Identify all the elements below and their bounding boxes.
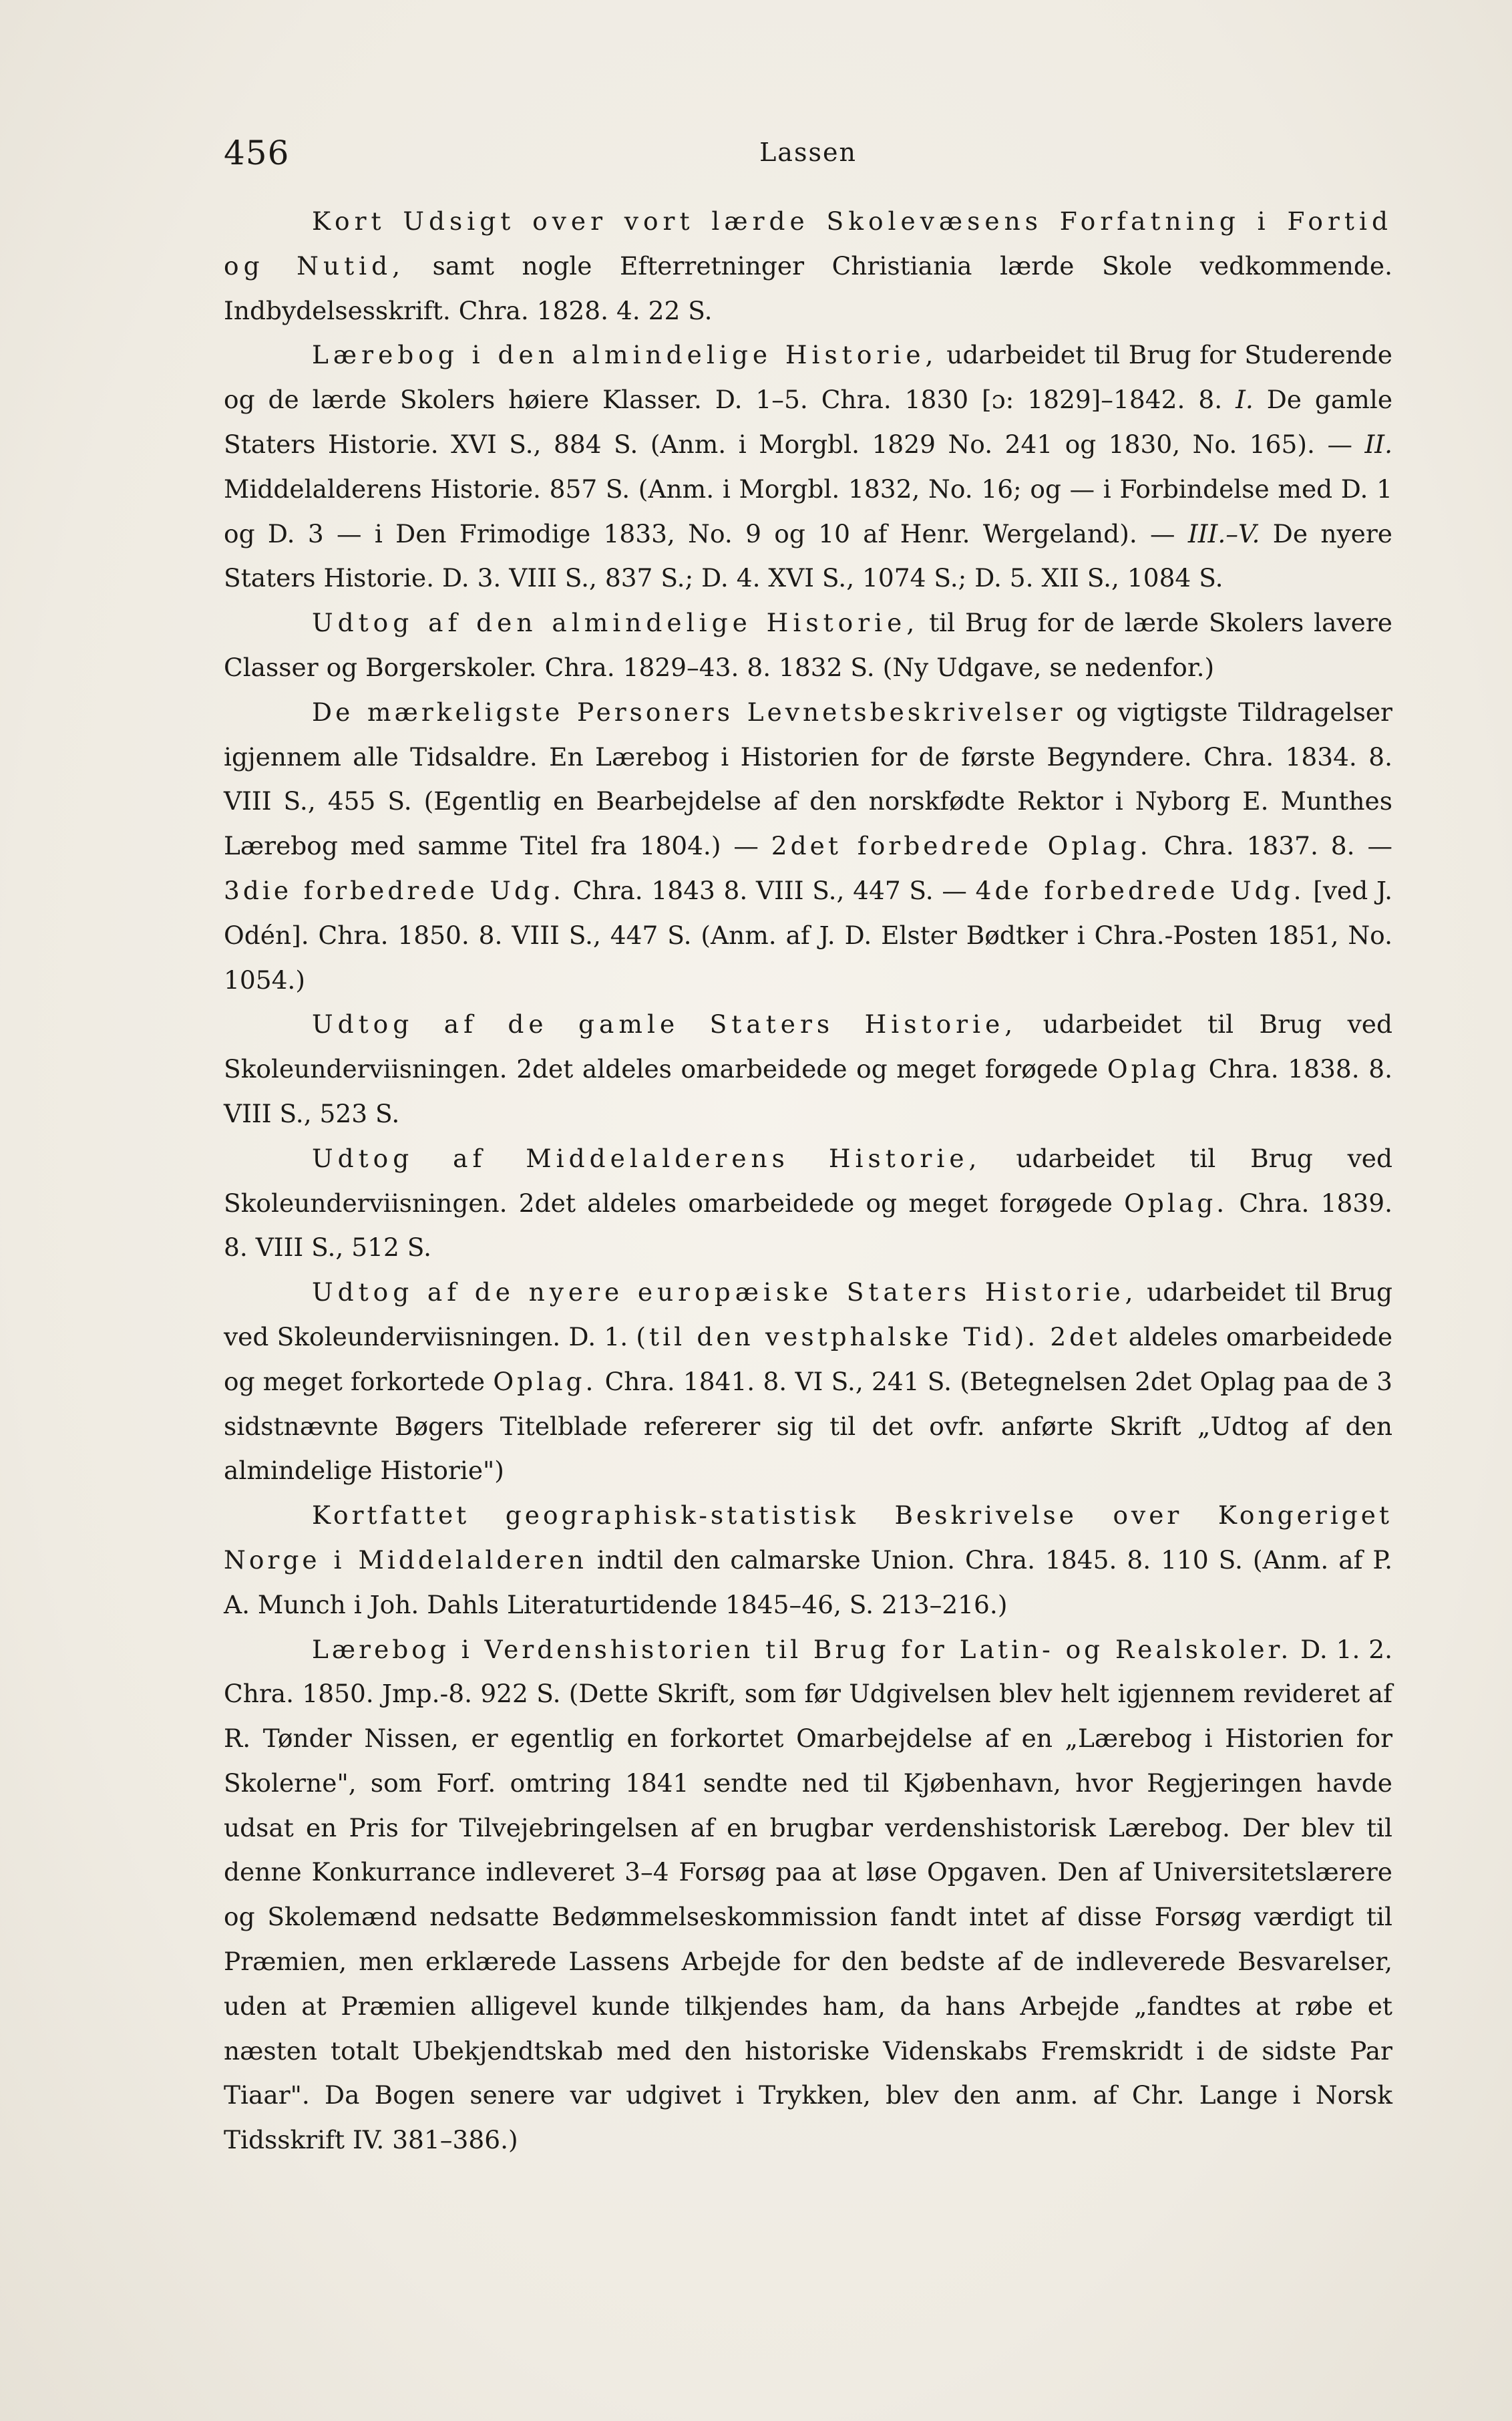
entry-title: Lærebog i den almindelige Historie, bbox=[312, 340, 938, 370]
entry-title: Kort Udsigt over vort lærde Skolevæsens Forfatning i Fortid og Nutid, bbox=[224, 206, 1392, 281]
entry-title: Lærebog i Verdenshistorien til Brug for Latin- og Realskoler. bbox=[312, 1634, 1292, 1664]
entry-title: Kortfattet geographisk-statistisk Beskrivelse over Kongeriget Norge i Middelalderen bbox=[224, 1500, 1392, 1575]
entry-text: De gamle Staters Historie. XVI S., 884 S. (Anm. i Morgbl. 1829 No. 241 og 1830, No. 165). — bbox=[224, 385, 1393, 459]
volume-numeral: II. bbox=[1364, 429, 1392, 459]
entry-title: Udtog af de nyere europæiske Staters Historie, bbox=[312, 1277, 1138, 1307]
bibliography-entry bbox=[224, 1493, 1392, 1627]
entry-text: til Brug for de lærde Skolers lavere Classer og Borgerskoler. Chra. 1829–43. 8. 1832 S. (Ny Udgave, se nedenfor.) bbox=[224, 608, 1392, 682]
entry-text: Chra. 1837. 8. — bbox=[1151, 831, 1392, 861]
bibliography-body bbox=[224, 199, 1392, 2162]
entry-text: aldeles omarbeidede og meget forkortede bbox=[224, 1321, 1393, 1396]
edition-label: 3die forbedrede Udg. bbox=[224, 875, 564, 905]
edition-label: 2det forbedrede Oplag. bbox=[771, 831, 1151, 861]
entry-text: Chra. 1838. 8. VIII S., 523 S. bbox=[224, 1054, 1392, 1128]
entry-text: D. 1. 2. Chra. 1850. Jmp.-8. 922 S. (Dette Skrift, som før Udgivelsen blev helt igjennem revideret af R. Tønder Nissen, er egentlig en forkortet Omarbejdelse af en „Lærebog i Historien for Skolerne", som Forf. omtring 1841 sendte ned til Kjøbenhavn, hvor Regjeringen havde udsat en Pris for Tilvejebringelsen af en brugbar verdenshistorisk Lærebog. Der blev til denne Konkurrance indleveret 3–4 Forsøg paa at løse Opgaven. Den af Universitetslærere og Skolemænd nedsatte Bedømmelseskommission fandt intet af disse Forsøg værdigt til Præmien, men erklærede Lassens Arbejde for den bedste af de indleverede Besvarelser, uden at Præmien alligevel kunde tilkjendes ham, da hans Arbejde „fandtes at røbe et næsten totalt Ubekjendtskab med den historiske Videnskabs Fremskridt i de sidste Par Tiaar". Da Bogen senere var udgivet i Trykken, blev den anm. af Chr. Lange i Norsk Tidsskrift IV. 381–386.) bbox=[224, 1634, 1392, 2155]
entry-text: indtil den calmarske Union. Chra. 1845. 8. 110 S. (Anm. af P. A. Munch i Joh. Dahls Literaturtidende 1845–46, S. 213–216.) bbox=[224, 1545, 1392, 1619]
entry-text: Chra. 1839. 8. VIII S., 512 S. bbox=[224, 1188, 1392, 1263]
bibliography-entry bbox=[224, 1270, 1392, 1493]
bibliography-entry bbox=[224, 1136, 1392, 1270]
edition-label: Oplag. bbox=[1124, 1188, 1228, 1218]
volume-numeral: I. bbox=[1236, 385, 1254, 415]
running-head: Lassen bbox=[759, 138, 857, 167]
entry-text: samt nogle Efterretninger Christiania lærde Skole vedkommende. Indbydelsesskrift. Chra. 1828. 4. 22 S. bbox=[224, 251, 1392, 325]
bibliography-entry bbox=[224, 199, 1392, 333]
bibliography-entry bbox=[224, 1002, 1392, 1136]
page-number: 456 bbox=[224, 134, 290, 172]
entry-title: De mærkeligste Personers Levnetsbeskrivelser bbox=[312, 697, 1066, 727]
entry-text: Chra. 1843 8. VIII S., 447 S. — bbox=[564, 875, 976, 905]
entry-title: Udtog af Middelalderens Historie, bbox=[312, 1143, 982, 1173]
edition-label: 2det bbox=[1038, 1321, 1121, 1351]
bibliography-entry bbox=[224, 601, 1392, 690]
page-header bbox=[224, 134, 1392, 180]
entry-text: udarbeidet til Brug for Studerende og de lærde Skolers høiere Klasser. D. 1–5. Chra. 1830 [ɔ: 1829]–1842. 8. bbox=[224, 340, 1392, 415]
bibliography-entry bbox=[224, 690, 1392, 1003]
edition-label: Oplag. bbox=[493, 1366, 597, 1396]
entry-text: De nyere Staters Historie. D. 3. VIII S., 837 S.; D. 4. XVI S., 1074 S.; D. 5. XII S., 1084 S. bbox=[224, 518, 1392, 593]
bibliography-entry bbox=[224, 1627, 1392, 2163]
bibliography-entry bbox=[224, 333, 1392, 601]
entry-text: Chra. 1841. 8. VI S., 241 S. (Betegnelsen 2det Oplag paa de 3 sidstnævnte Bøgers Titelblade refererer sig til det ovfr. anførte Skrift „Udtog af den almindelige Historie") bbox=[224, 1366, 1392, 1486]
entry-text: [ved J. Odén]. Chra. 1850. 8. VIII S., 447 S. (Anm. af J. D. Elster Bødtker i Chra.-Posten 1851, No. 1054.) bbox=[224, 875, 1393, 995]
edition-label: 4de forbedrede Udg. bbox=[975, 875, 1305, 905]
entry-text: udarbeidet til Brug ved Skoleunderviisningen. 2det aldeles omarbeidede og meget forøgede bbox=[224, 1009, 1392, 1084]
entry-text: udarbeidet til Brug ved Skoleunderviisningen. 2det aldeles omarbeidede og meget forøgede bbox=[224, 1143, 1392, 1218]
entry-title: Udtog af den almindelige Historie, bbox=[312, 608, 920, 638]
entry-title: Udtog af de gamle Staters Historie, bbox=[312, 1009, 1018, 1039]
entry-subtitle: (til den vestphalske Tid). bbox=[636, 1321, 1039, 1351]
entry-text: udarbeidet til Brug ved Skoleunderviisningen. D. 1. bbox=[224, 1277, 1392, 1351]
edition-label: Oplag bbox=[1107, 1054, 1199, 1084]
entry-text: Middelalderens Historie. 857 S. (Anm. i Morgbl. 1832, No. 16; og — i Forbindelse med D. 1 og D. 3 — i Den Frimodige 1833, No. 9 og 10 af Henr. Wergeland). — bbox=[224, 474, 1392, 548]
entry-text: og vigtigste Tildragelser igjennem alle Tidsaldre. En Lærebog i Historien for de første Begyndere. Chra. 1834. 8. VIII S., 455 S. (Egentlig en Bearbejdelse af den norskfødte Rektor i Nyborg E. Munthes Lærebog med samme Titel fra 1804.) — bbox=[224, 697, 1392, 861]
volume-numeral: III.–V. bbox=[1187, 518, 1260, 548]
